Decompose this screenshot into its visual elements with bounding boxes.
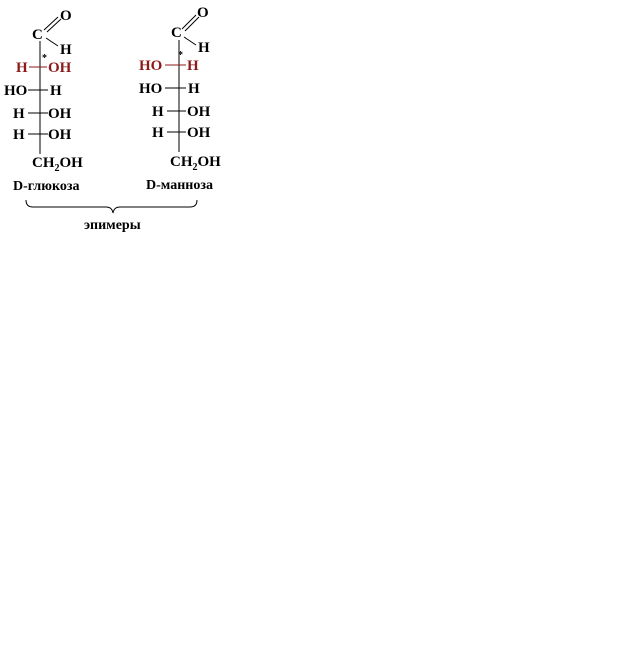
glucose-c4-right-group: OH: [48, 106, 72, 122]
glucose-stereocenter-star: *: [42, 53, 47, 64]
glucose-aldehyde-bond: [46, 38, 58, 46]
mannose-c4-left-group: H: [152, 104, 164, 120]
mannose-c5-left-group: H: [152, 125, 164, 141]
mannose-c3-right-group: H: [188, 81, 200, 97]
mannose-c2-right-group: H: [187, 58, 199, 74]
mannose-c4-right-group: OH: [187, 104, 211, 120]
glucose-aldehyde-hydrogen: H: [60, 42, 72, 58]
glucose-name: D-глюкоза: [13, 179, 80, 194]
glucose-ch2oh: $CH_2OH$: [32, 155, 83, 174]
glucose-c2-left-group: H: [16, 60, 28, 76]
mannose-stereocenter-star: *: [178, 50, 183, 61]
glucose-c5-left-group: H: [13, 127, 25, 143]
epimers-brace: [26, 200, 197, 213]
glucose-c3-left-group: HO: [4, 83, 28, 99]
glucose-c3-right-group: H: [50, 83, 62, 99]
glucose-c4-left-group: H: [13, 106, 25, 122]
mannose-name: D-манноза: [146, 178, 213, 193]
mannose-structure: [139, 5, 221, 193]
mannose-ch2oh: $CH_2OH$: [170, 154, 221, 173]
mannose-aldehyde-oxygen: O: [197, 5, 209, 21]
mannose-c3-left-group: HO: [139, 81, 163, 97]
mannose-carbon-1: C: [171, 25, 182, 41]
epimers-label: эпимеры: [84, 218, 141, 233]
glucose-carbon-1: C: [32, 27, 43, 43]
mannose-aldehyde-hydrogen: H: [198, 40, 210, 56]
mannose-c5-right-group: OH: [187, 125, 211, 141]
glucose-c5-right-group: OH: [48, 127, 72, 143]
mannose-aldehyde-bond: [184, 37, 196, 45]
glucose-structure: [4, 8, 83, 194]
glucose-c2-right-group: OH: [48, 60, 72, 76]
glucose-aldehyde-oxygen: O: [60, 8, 72, 24]
mannose-c2-left-group: HO: [139, 58, 163, 74]
